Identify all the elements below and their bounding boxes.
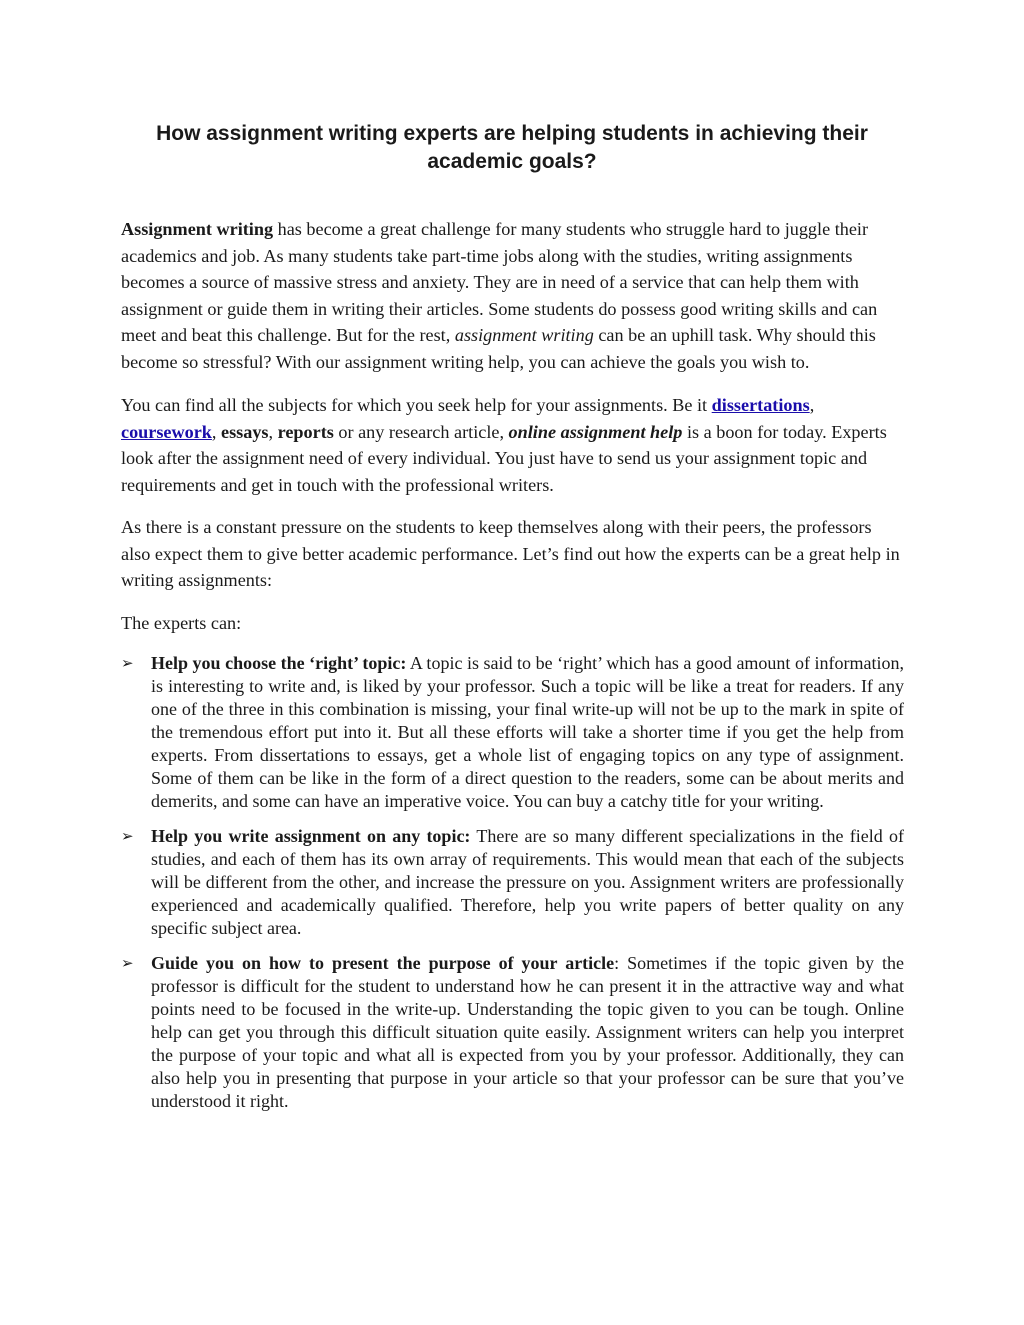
online-assignment-help: online assignment help bbox=[508, 421, 683, 442]
bullet-heading: Guide you on how to present the purpose of your article bbox=[151, 953, 615, 973]
list-item bbox=[121, 652, 904, 813]
subjects-comma-3: , bbox=[268, 421, 278, 442]
arrow-bullet-icon: ➢ bbox=[121, 827, 134, 845]
intro-lead-bold: Assignment writing bbox=[121, 219, 274, 239]
intro-text-1: has become a great challenge for many students who struggle hard to juggle their academics and job. As many students take part-time jobs along with the studies, writing assignments becomes a source of massive stress and anxiety. They are in need of a service that can help them with assignment or guide them in writing their articles. Some students do possess good writing skills and can meet and beat this challenge. But for the rest, bbox=[121, 219, 878, 345]
pressure-paragraph: As there is a constant pressure on the students to keep themselves along with their peers, the professors also expect them to give better academic performance. Let’s find out how the experts can be a great help in writing assignments: bbox=[121, 517, 900, 590]
subjects-text-2: or any research article, bbox=[333, 421, 509, 442]
subjects-comma-1: , bbox=[809, 395, 815, 415]
document-body bbox=[121, 216, 904, 1125]
coursework-link[interactable]: coursework bbox=[121, 421, 212, 442]
arrow-bullet-icon: ➢ bbox=[121, 654, 134, 672]
intro-paragraph bbox=[121, 216, 904, 375]
experts-bullet-list bbox=[121, 652, 904, 1113]
list-item bbox=[121, 825, 904, 940]
dissertations-link[interactable]: dissertations bbox=[711, 395, 810, 415]
bullet-text: : Sometimes if the topic given by the professor is difficult for the student to understand how he can present it in the attractive way and what points need to be focused in the write-up. Understanding the topic given to you can be tough. Online help can get you through this difficult situation quite easily. Assignment writers can help you interpret the purpose of your topic and what all is expected from you by your professor. Additionally, they can also help you in presenting that purpose in your article so that your professor can be sure that you’ve understood it right. bbox=[151, 953, 904, 1111]
essays-bold: essays bbox=[221, 421, 269, 442]
subjects-comma-2: , bbox=[211, 421, 222, 442]
list-item bbox=[121, 952, 904, 1113]
bullet-text: There are so many different specializations in the field of studies, and each of them has its own array of requirements. This would mean that each of the subjects will be different from the other, and increase the pressure on you. Assignment writers are professionally experienced and academically qualified. Therefore, help you write papers of better quality on any specific subject area. bbox=[151, 826, 904, 938]
subjects-text-3: is a boon for today. Experts look after the assignment need of every individual. You just have to send us your assignment topic and requirements and get in touch with the professional writers. bbox=[121, 421, 887, 495]
intro-text-2: can be an uphill task. Why should this become so stressful? With our assignment writing help, you can achieve the goals you wish to. bbox=[121, 325, 876, 372]
page-title: How assignment writing experts are helping students in achieving their academic goals? bbox=[156, 122, 868, 173]
bullet-heading: Help you write assignment on any topic: bbox=[151, 826, 471, 846]
reports-bold: reports bbox=[277, 421, 334, 442]
arrow-bullet-icon: ➢ bbox=[121, 954, 134, 972]
intro-italic: assignment writing bbox=[454, 325, 594, 345]
subjects-text-1: You can find all the subjects for which you seek help for your assignments. Be it bbox=[121, 395, 712, 415]
bullet-text: A topic is said to be ‘right’ which has a good amount of information, is interesting to write and, is liked by your professor. Such a topic will be like a treat for readers. If any one of the three in this combination is missing, your final write-up will not be up to the mark in spite of the tremendous effort put into it. But all these efforts will take a shorter time if you get the help from experts. From dissertations to essays, get a whole list of engaging topics on any type of assignment. Some of them can be like in the form of a direct question to the readers, some can be about merits and demerits, and some can have an imperative voice. You can buy a catchy title for your writing. bbox=[151, 653, 904, 811]
bullet-heading: Help you choose the ‘right’ topic: bbox=[151, 653, 407, 673]
experts-can-paragraph: The experts can: bbox=[121, 612, 242, 633]
subjects-paragraph bbox=[121, 392, 904, 498]
